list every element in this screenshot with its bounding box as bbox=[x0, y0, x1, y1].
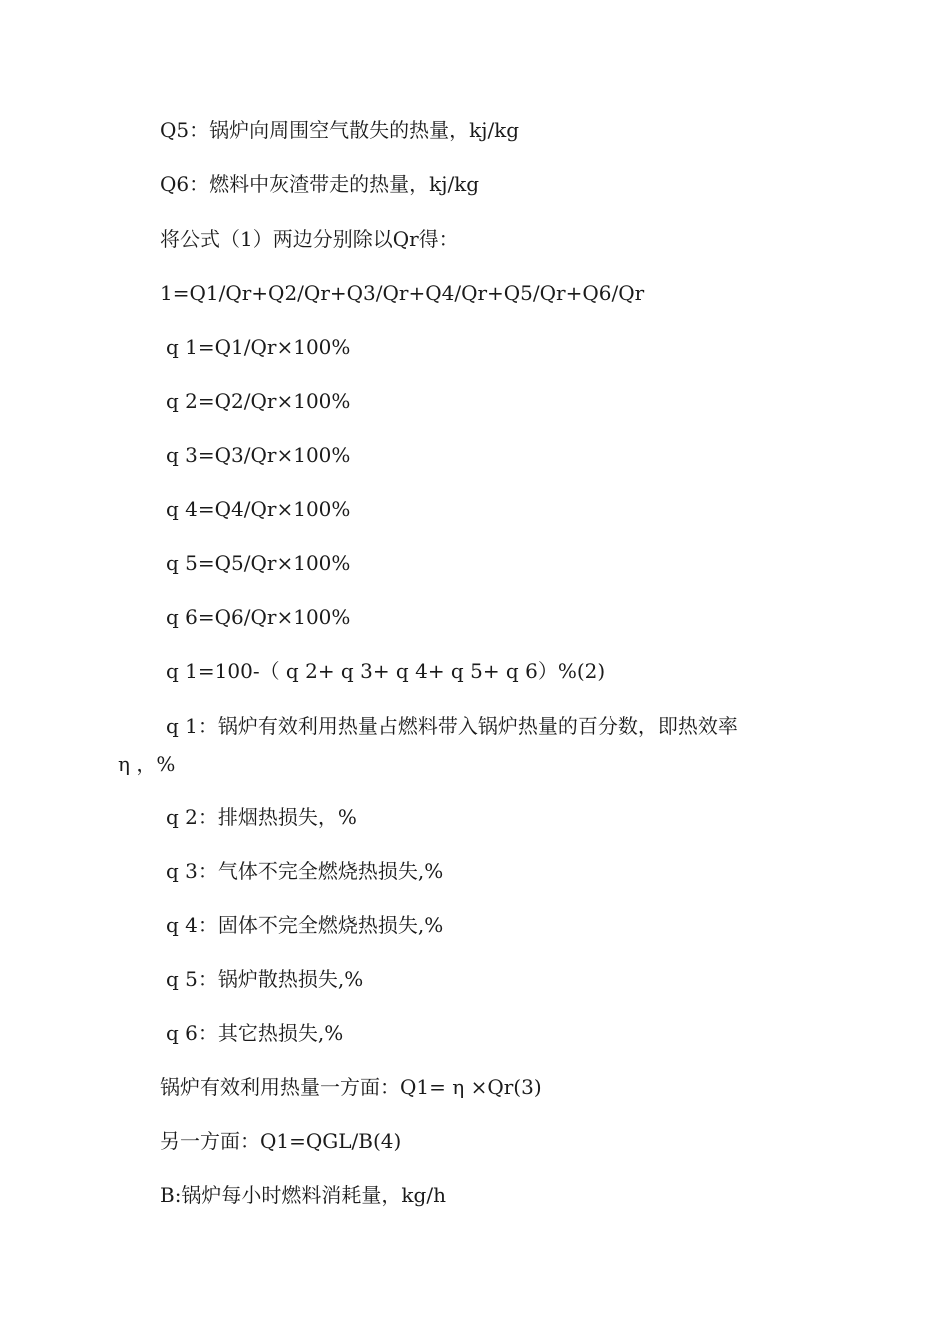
text-line-q4-formula: q 4=Q4/Qr×100% bbox=[166, 497, 351, 521]
text-line-q5-formula: q 5=Q5/Qr×100% bbox=[166, 551, 351, 575]
text-line-b-definition: B:锅炉每小时燃料消耗量，kg/h bbox=[160, 1183, 446, 1207]
text-line-q1-eta-formula: 锅炉有效利用热量一方面：Q1= η ×Qr(3) bbox=[160, 1075, 542, 1099]
text-line-sum-formula: 1=Q1/Qr+Q2/Qr+Q3/Qr+Q4/Qr+Q5/Qr+Q6/Qr bbox=[160, 281, 645, 305]
text-line-q1-qgl-formula: 另一方面：Q1=QGL/B(4) bbox=[160, 1129, 402, 1153]
text-line-q1-definition: q 1：锅炉有效利用热量占燃料带入锅炉热量的百分数，即热效率 bbox=[166, 714, 738, 738]
text-line-q2-formula: q 2=Q2/Qr×100% bbox=[166, 389, 351, 413]
text-line-q6-loss-definition: q 6：其它热损失,% bbox=[166, 1021, 344, 1045]
text-line-q2-definition: q 2：排烟热损失，% bbox=[166, 805, 357, 829]
text-line-efficiency-formula: q 1=100-（ q 2+ q 3+ q 4+ q 5+ q 6）%(2) bbox=[166, 659, 606, 683]
text-line-q1-formula: q 1=Q1/Qr×100% bbox=[166, 335, 351, 359]
text-line-q6-definition: Q6：燃料中灰渣带走的热量，kj/kg bbox=[160, 172, 480, 196]
text-line-q5-loss-definition: q 5：锅炉散热损失,% bbox=[166, 967, 364, 991]
text-line-q3-definition: q 3：气体不完全燃烧热损失,% bbox=[166, 859, 444, 883]
text-line-q1-definition-cont: η ，% bbox=[118, 752, 176, 776]
text-line-q3-formula: q 3=Q3/Qr×100% bbox=[166, 443, 351, 467]
text-line-q5-definition: Q5：锅炉向周围空气散失的热量，kj/kg bbox=[160, 118, 520, 142]
text-line-q4-definition: q 4：固体不完全燃烧热损失,% bbox=[166, 913, 444, 937]
text-line-formula-intro: 将公式（1）两边分别除以Qr得： bbox=[160, 227, 459, 251]
text-line-q6-formula: q 6=Q6/Qr×100% bbox=[166, 605, 351, 629]
